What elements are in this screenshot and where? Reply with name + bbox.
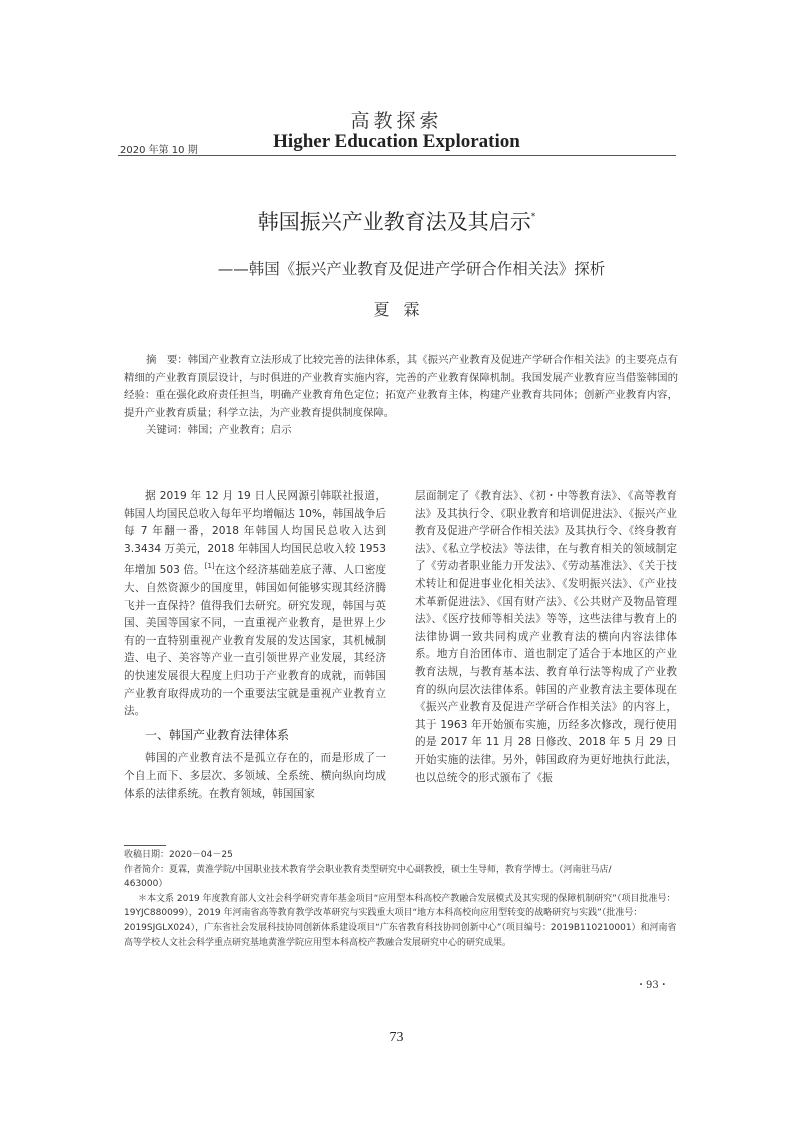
body-column-right xyxy=(415,488,677,787)
body-paragraph-3: 层面制定了《教育法》、《初・中等教育法》、《高等教育法》及其执行令、《职业教育和培训促进法》、《振兴产业教育及促进产学研合作相关法》及其执行令、《终身教育法》、《私立学校法》等法律，在与教育相关的领域制定了《劳动者职业能力开发法》、《劳动基准法》、《关于技术转让和促进事业化相关法》、《发明振兴法》、《产业技术革新促进法》、《国有财产法》、《公共财产及物品管理法》、《医疗技师等相关法》等等，这些法律与教育上的法律协调一致共同构成产业教育法的横向内容法律体系。地方自治团体市、道也制定了适合于本地区的产业教育法规，与教育基本法、教育单行法等构成了产业教育的纵向层次法律体系。韩国的产业教育法主要体现在《振兴产业教育及促进产学研合作相关法》的内容上，其于 1963 年开始颁布实施，历经多次修改，现行使用的是 2017 年 11 月 28 日修改、2018 年 5 月 29 日开始实施的法律。另外，韩国政府为更好地执行此法，也以总统令的形式颁布了《振 xyxy=(415,490,677,784)
body-paragraph-2: 韩国的产业教育法不是孤立存在的，而是形成了一个自上而下、多层次、多领域、全系统、横向纵向均成体系的法律系统。在教育领域，韩国国家 xyxy=(124,752,386,800)
citation-ref: [1] xyxy=(204,562,215,571)
author-bio xyxy=(124,863,678,878)
body-column-left xyxy=(124,488,386,803)
journal-title-cn: 高教探索 xyxy=(350,110,443,132)
funding-note: ＊本文系 2019 年度教育部人文社会科学研究青年基金项目“应用型本科高校产教融合发展模式及其实现的保障机制研究”（项目批准号：19YJC880099），2019 年河南省高等教育教学改革研究与实践重大项目“地方本科高校向应用型转变的战略研究与实践”（批准号：2019SJGLX024），广东省社会发展科技协同创新体系建设项目“广东省教育科技协同创新中心”（项目编号：2019B110210001）和河南省高等学校人文社会科学重点研究基地黄淮学院应用型本科高校产教融合发展研究中心的研究成果。 xyxy=(124,893,677,948)
body-paragraph-1 xyxy=(124,488,386,721)
body-paragraph-1-a: 据 2019 年 12 月 19 日人民网源引韩联社报道，韩国人均国民总收入每年平均增幅达 10%，韩国战争后每 7 年翻一番，2018 年韩国人均国民总收入达到 3.3434 万美元，2018 年韩国人均国民总收入较 1953 年增加 503 倍。 xyxy=(124,490,386,577)
abstract-paragraph xyxy=(124,352,678,422)
received-date xyxy=(124,848,678,863)
keywords-line xyxy=(124,422,678,440)
header-rule xyxy=(118,155,676,156)
article-title-text: 韩国振兴产业教育法及其启示 xyxy=(257,210,531,234)
abstract-label: 摘 要： xyxy=(146,354,188,366)
article-author: 夏霖 xyxy=(373,300,434,319)
footnotes-block xyxy=(124,848,678,950)
footnote-rule xyxy=(124,845,166,846)
author-bio-text: 夏霖，黄淮学院/中国职业技术教育学会职业教育类型研究中心副教授，硕士生导师，教育学博士。（河南驻马店/ xyxy=(169,864,612,875)
journal-title-en: Higher Education Exploration xyxy=(273,131,520,152)
author-bio-label: 作者简介： xyxy=(124,864,170,875)
section-heading: 一、韩国产业教育法律体系 xyxy=(145,727,290,742)
article-subtitle: ——韩国《振兴产业教育及促进产学研合作相关法》探析 xyxy=(217,260,606,278)
received-label: 收稿日期： xyxy=(124,850,170,860)
keywords-text: 韩国；产业教育；启示 xyxy=(187,424,292,437)
issue-label: 2020 年第 10 期 xyxy=(120,145,198,156)
author-bio-continued: 463000） xyxy=(124,879,168,890)
abstract-block xyxy=(124,352,678,440)
abstract-text: 韩国产业教育立法形成了比较完善的法律体系，其《振兴产业教育及促进产学研合作相关法》的主要亮点有精细的产业教育顶层设计，与时俱进的产业教育实施内容，完善的产业教育保障机制。我国发展产业教育应当借鉴韩国的经验：重在强化政府责任担当，明确产业教育角色定位；拓宽产业教育主体，构建产业教育共同体；创新产业教育内容，提升产业教育质量；科学立法，为产业教育提供制度保障。 xyxy=(124,354,679,419)
received-value: 2020－04－25 xyxy=(169,850,233,860)
article-title xyxy=(0,206,793,236)
body-paragraph-1-b: 在这个经济基础差底子薄、人口密度大、自然资源少的国度里，韩国如何能够实现其经济腾飞并一直保持？值得我们去研究。研究发现，韩国与英国、美国等国家不同，一直重视产业教育，是世界上少有的一直特别重视产业教育发展的发达国家，其机械制造、电子、美容等产业一直引领世界产业发展，其经济的快速发展很大程度上归功于产业教育的成就，而韩国产业教育取得成功的一个重要法宝就是重视产业教育立法。 xyxy=(124,564,386,718)
journal-page-number: ・93・ xyxy=(636,980,669,991)
pdf-page-number: 73 xyxy=(389,1030,404,1045)
title-footnote-mark: * xyxy=(530,212,536,222)
keywords-label: 关键词： xyxy=(146,424,188,437)
